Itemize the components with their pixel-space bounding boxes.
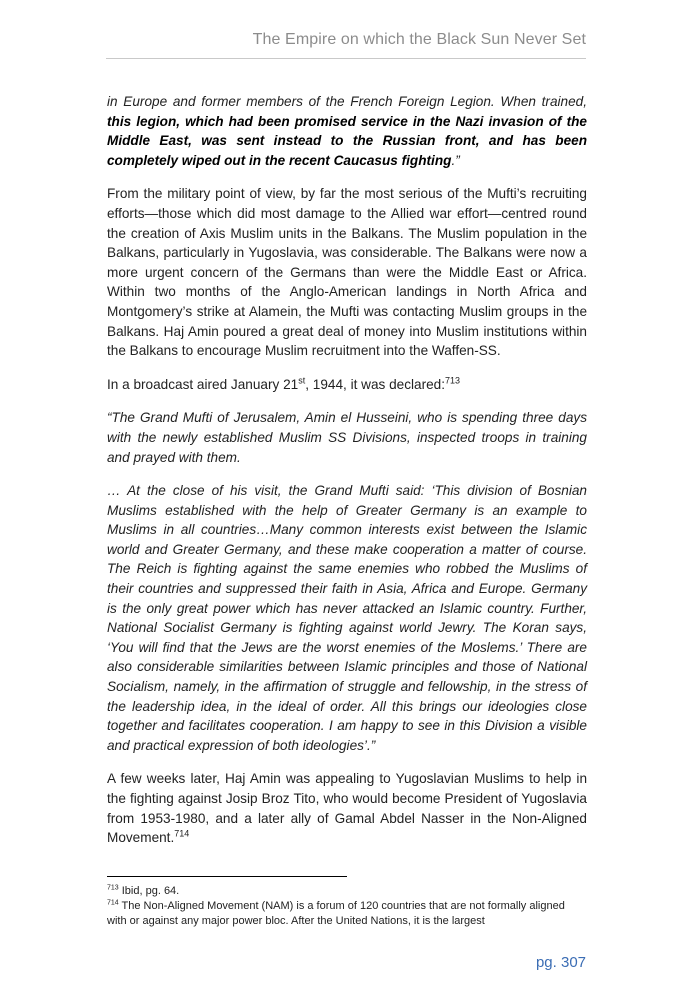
body-text	[107, 92, 587, 848]
footnote-ref-714[interactable]: 714	[174, 828, 190, 839]
quote-bold-emphasis: this legion, which had been promised service in the Nazi invasion of the Middle East, was sent instead to the Russian front, and has been completely wiped out in the recent Caucasus fighting	[107, 113, 587, 168]
paragraph-military: From the military point of view, by far the most serious of the Mufti’s recruiting efforts—those which did most damage to the Allied war effort—centred round the creation of Axis Muslim units in the Balkans. The Muslim population in the Balkans, particularly in Yugoslavia, was considerable. The Balkans were now a more urgent concern of the Germans than were the Middle East or Africa. Within two months of the Anglo-American landings in North Africa and Montgomery’s strike at Alamein, the Mufti was contacting Muslim groups in the Balkans. Haj Amin poured a great deal of money into Muslim institutions within the Balkans to encourage Muslim recruitment into the Waffen-SS.	[107, 186, 587, 359]
quote-close: .”	[451, 152, 460, 168]
footnote-number: 713	[107, 884, 119, 892]
quote-italic-text: in Europe and former members of the French Foreign Legion. When trained,	[107, 94, 587, 109]
tito-text: A few weeks later, Haj Amin was appealing to Yugoslavian Muslims to help in the fighting against Josip Broz Tito, who would become President of Yugoslavia from 1953-1980, and a later ally of Gamal Abdel Nasser in the Non-Aligned Movement.	[107, 771, 587, 846]
paragraph-tito	[107, 769, 587, 847]
footnote-number: 714	[107, 899, 119, 907]
header-rule	[106, 58, 586, 59]
footnote-713	[107, 884, 577, 899]
page-number: pg. 307	[535, 954, 586, 971]
ordinal-suffix: st	[298, 375, 306, 386]
footnote-714	[107, 899, 577, 929]
footnote-text: Ibid, pg. 64.	[118, 885, 180, 897]
broadcast-text-b: , 1944, it was declared:	[305, 376, 446, 392]
quote-paragraph-1: “The Grand Mufti of Jerusalem, Amin el Husseini, who is spending three days with the newly established Muslim SS Divisions, inspected troops in training and prayed with them.	[107, 410, 587, 465]
footnote-text: The Non-Aligned Movement (NAM) is a forum of 120 countries that are not formally aligned with or against any major power bloc. After the United Nations, it is the largest	[107, 900, 565, 927]
footnotes	[107, 884, 577, 929]
running-header: The Empire on which the Black Sun Never Set	[252, 31, 586, 48]
paragraph-quote-end	[107, 92, 587, 170]
footnote-ref-713[interactable]: 713	[445, 375, 461, 386]
broadcast-text-a: In a broadcast aired January 21	[107, 376, 299, 392]
paragraph-broadcast	[107, 375, 587, 395]
quote-paragraph-2: … At the close of his visit, the Grand Mufti said: ‘This division of Bosnian Muslims established with the help of Greater Germany is an example to Muslims in all countries…Many common interests exist between the Islamic world and Greater Germany, and these make cooperation a matter of course. The Reich is fighting against the same enemies who robbed the Muslims of their countries and suppressed their faith in Asia, Africa and Europe. Germany is the only great power which has never attacked an Islamic country. Further, National Socialist Germany is fighting against world Jewry. The Koran says, ‘You will find that the Jews are the worst enemies of the Moslems.’ There are also considerable similarities between Islamic principles and those of National Socialism, namely, in the affirmation of struggle and fellowship, in the stress of the leadership idea, in the ideal of order. All this brings our ideologies close together and facilitates cooperation. I am happy to see in this Division a visible and practical expression of both ideologies’.”	[107, 483, 587, 753]
footnote-rule	[107, 876, 347, 877]
